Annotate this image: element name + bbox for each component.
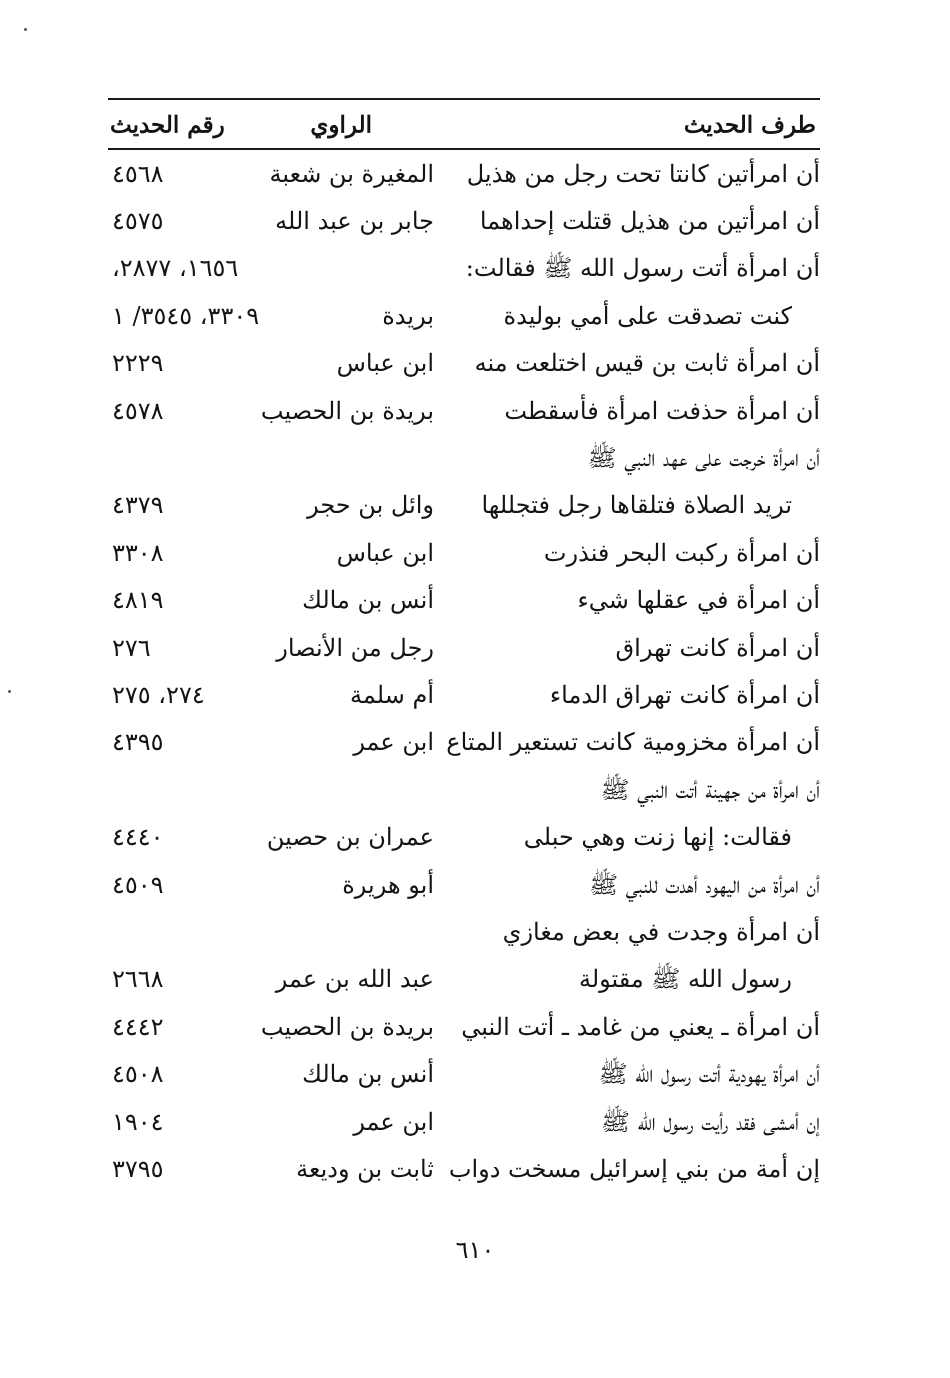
narrator: المغيرة بن شعبة [269, 159, 434, 188]
narrator: بريدة [382, 301, 434, 330]
table-header [108, 100, 820, 150]
narrator: أبو هريرة [342, 870, 434, 899]
hadith-text: أن امرأة ثابت بن قيس اختلعت منه [474, 349, 820, 378]
hadith-text: إن أمشى فقد رأيت رسول الله ﷺ [601, 1107, 820, 1136]
narrator: ابن عمر [353, 728, 434, 757]
hadith-number: ٤٤٤٠ [112, 823, 164, 852]
narrator: ثابت بن وديعة [296, 1154, 434, 1183]
hadith-number: ٤٤٤٢ [112, 1012, 164, 1041]
hadith-number: ٤٥٠٩ [112, 870, 164, 899]
header-number: رقم الحديث [110, 111, 225, 139]
index-row [108, 292, 820, 339]
hadith-text: أن امرأة في عقلها شيء [577, 586, 820, 615]
index-row [108, 908, 820, 955]
narrator: جابر بن عبد الله [275, 207, 434, 236]
index-row [108, 671, 820, 718]
hadith-text: أن امرأة كانت تهراق [615, 633, 820, 662]
narrator: بريدة بن الحصيب [260, 396, 434, 425]
hadith-text: أن امرأة أتت رسول الله ﷺ فقالت: [465, 254, 820, 283]
index-row [108, 482, 820, 529]
index-row [108, 1145, 820, 1192]
hadith-text: أن امرأة ركبت البحر فنذرت [543, 538, 820, 567]
index-row [108, 245, 820, 292]
narrator: أنس بن مالك [302, 586, 434, 615]
index-row [108, 624, 820, 671]
narrator: ابن عباس [336, 349, 434, 378]
hadith-number: ٤٨١٩ [112, 586, 164, 615]
hadith-number: ٢٢٢٩ [112, 349, 164, 378]
index-page [108, 98, 820, 1193]
narrator: رجل من الأنصار [276, 633, 434, 662]
hadith-text: أن امرأة خرجت على عهد النبي ﷺ [587, 444, 820, 473]
index-row [108, 150, 820, 197]
hadith-text: أن امرأتين من هذيل قتلت إحداهما [479, 207, 820, 236]
hadith-number: ٢٦٦٨ [112, 965, 164, 994]
hadith-number: ٣٣٠٨ [112, 538, 164, 567]
index-row [108, 387, 820, 434]
narrator: ابن عباس [336, 538, 434, 567]
narrator: وائل بن حجر [307, 491, 434, 520]
scan-speck [8, 690, 11, 693]
index-row [108, 340, 820, 387]
index-row [108, 1050, 820, 1097]
index-row [108, 956, 820, 1003]
index-row [108, 197, 820, 244]
narrator: بريدة بن الحصيب [260, 1012, 434, 1041]
hadith-number: ٤٣٧٩ [112, 491, 164, 520]
hadith-text: أن امرأة وجدت في بعض مغازي [502, 917, 820, 946]
narrator: عبد الله بن عمر [275, 965, 434, 994]
narrator: أنس بن مالك [302, 1060, 434, 1089]
hadith-number: ٢٧٦ [112, 633, 151, 662]
hadith-text: رسول الله ﷺ مقتولة [578, 965, 792, 994]
hadith-number: ٣٣٠٩، ٣٥٤٥/ ١ [112, 301, 260, 330]
narrator: ابن عمر [353, 1107, 434, 1136]
hadith-text: أن امرأة حذفت امرأة فأسقطت [504, 396, 820, 425]
hadith-text: أن امرأتين كانتا تحت رجل من هذيل [466, 159, 820, 188]
hadith-text: أن امرأة من جهينة أتت النبي ﷺ [600, 775, 820, 804]
hadith-number: ٤٥٧٨ [112, 396, 164, 425]
hadith-text: تريد الصلاة فتلقاها رجل فتجللها [481, 491, 792, 520]
index-row [108, 861, 820, 908]
hadith-number: ٤٣٩٥ [112, 728, 164, 757]
index-row [108, 577, 820, 624]
hadith-text: أن امرأة يهودية أتت رسول الله ﷺ [598, 1060, 820, 1089]
hadith-text: أن امرأة ـ يعني من غامد ـ أتت النبي [461, 1012, 820, 1041]
scan-speck [24, 28, 27, 31]
hadith-number: ٤٥٧٥ [112, 207, 164, 236]
index-row [108, 1098, 820, 1145]
index-row [108, 813, 820, 860]
index-row [108, 529, 820, 576]
hadith-text: أن امرأة مخزومية كانت تستعير المتاع [446, 728, 820, 757]
hadith-text: أن امرأة من اليهود أهدت للنبي ﷺ [589, 870, 820, 899]
hadith-text: كنت تصدقت على أمي بوليدة [503, 301, 792, 330]
narrator: عمران بن حصين [266, 823, 434, 852]
hadith-number: ١٩٠٤ [112, 1107, 164, 1136]
hadith-number: ٣٧٩٥ [112, 1154, 164, 1183]
narrator: أم سلمة [350, 680, 434, 709]
hadith-text: أن امرأة كانت تهراق الدماء [549, 680, 820, 709]
index-row [108, 719, 820, 766]
index-row [108, 1003, 820, 1050]
index-row [108, 434, 820, 481]
hadith-text: إن أمة من بني إسرائيل مسخت دواب [448, 1154, 820, 1183]
hadith-number: ٤٥٦٨ [112, 159, 164, 188]
header-rawi: الراوي [310, 111, 372, 139]
header-hadith: طرف الحديث [683, 111, 816, 139]
page-number: ٦١٠ [455, 1236, 495, 1264]
hadith-number: ٢٧٤، ٢٧٥ [112, 680, 205, 709]
hadith-number: ٤٥٠٨ [112, 1060, 164, 1089]
hadith-number: ١٦٥٦، ٢٨٧٧، [112, 254, 239, 283]
index-row [108, 766, 820, 813]
hadith-text: فقالت: إنها زنت وهي حبلى [523, 823, 792, 852]
index-rows [108, 150, 820, 1193]
